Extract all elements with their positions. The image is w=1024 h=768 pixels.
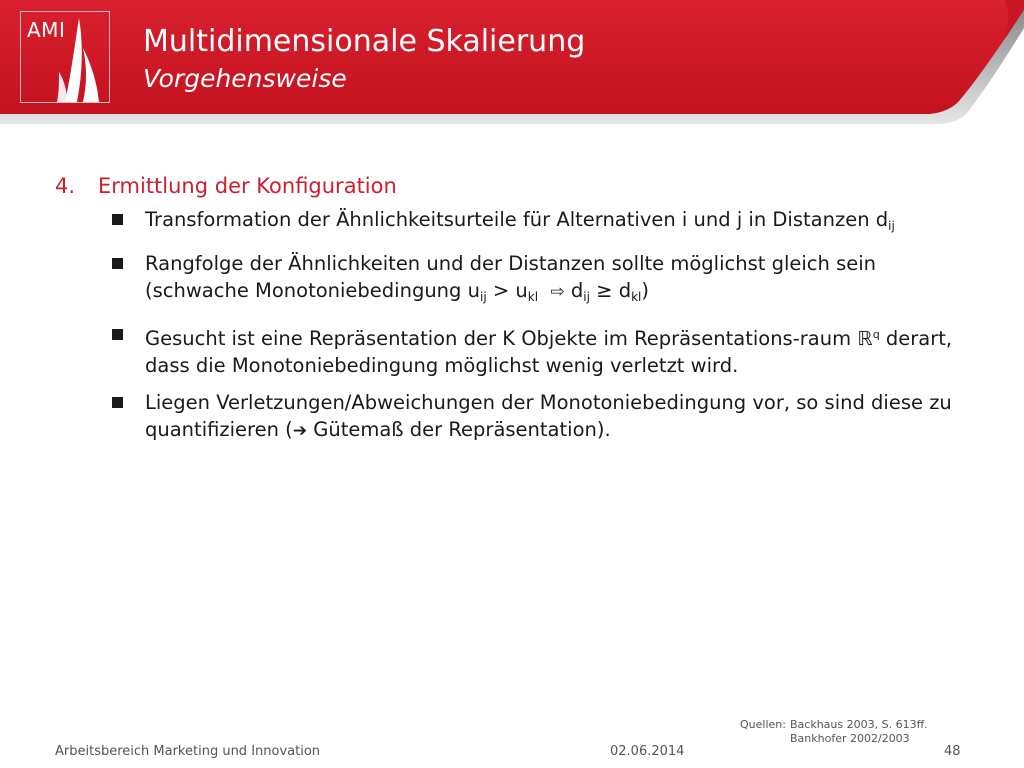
slide-subtitle: Vorgehensweise [143,64,347,93]
heading-number: 4. [55,174,76,198]
bullet-item: Gesucht ist eine Repräsentation der K Objekte im Repräsentations-raum ℝ$^q$ derart, dass die Monotoniebedingung möglichst wenig verletzt wird. [112,321,955,379]
slide-title: Multidimensionale Skalierung [143,24,586,59]
bullet-item: Rangfolge der Ähnlichkeiten und der Distanzen sollte möglichst gleich sein (schwache Monotoniebedingung $u_{ij} > u_{kl}$ ⇨ $d_{ij} \ge d_{kl}$) [112,250,955,311]
header-background [0,0,1024,125]
right-arrow-icon: ➔ [292,421,308,441]
sources-note [740,718,928,746]
sources-label: Quellen: [740,718,786,731]
source-line-2: Bankhofer 2002/2003 [790,732,910,745]
section-heading [55,174,955,198]
slide-content [55,174,955,455]
implies-arrow-icon: ⇨ [550,282,565,302]
bullet-item: Transformation der Ähnlichkeitsurteile für Alternativen i und j in Distanzen $d_{ij}$ [112,206,955,240]
footer-department: Arbeitsbereich Marketing und Innovation [55,744,321,759]
bullet-item: Liegen Verletzungen/Abweichungen der Monotoniebedingung vor, so sind diese zu quantifizieren (➔ Gütemaß der Repräsentation). [112,389,955,445]
header-banner [0,0,1024,125]
real-numbers-symbol: ℝ [857,327,873,350]
footer-date: 02.06.2014 [610,744,685,759]
square-bullet-icon [112,329,123,340]
logo-text: AMI [27,18,66,42]
square-bullet-icon [112,214,123,225]
heading-text: Ermittlung der Konfiguration [98,174,397,198]
source-line-1: Backhaus 2003, S. 613ff. [790,718,928,731]
bullet-list [55,206,955,445]
square-bullet-icon [112,397,123,408]
sailboat-icon [21,12,111,104]
page-number: 48 [944,744,961,759]
ami-logo [20,11,110,103]
square-bullet-icon [112,258,123,269]
